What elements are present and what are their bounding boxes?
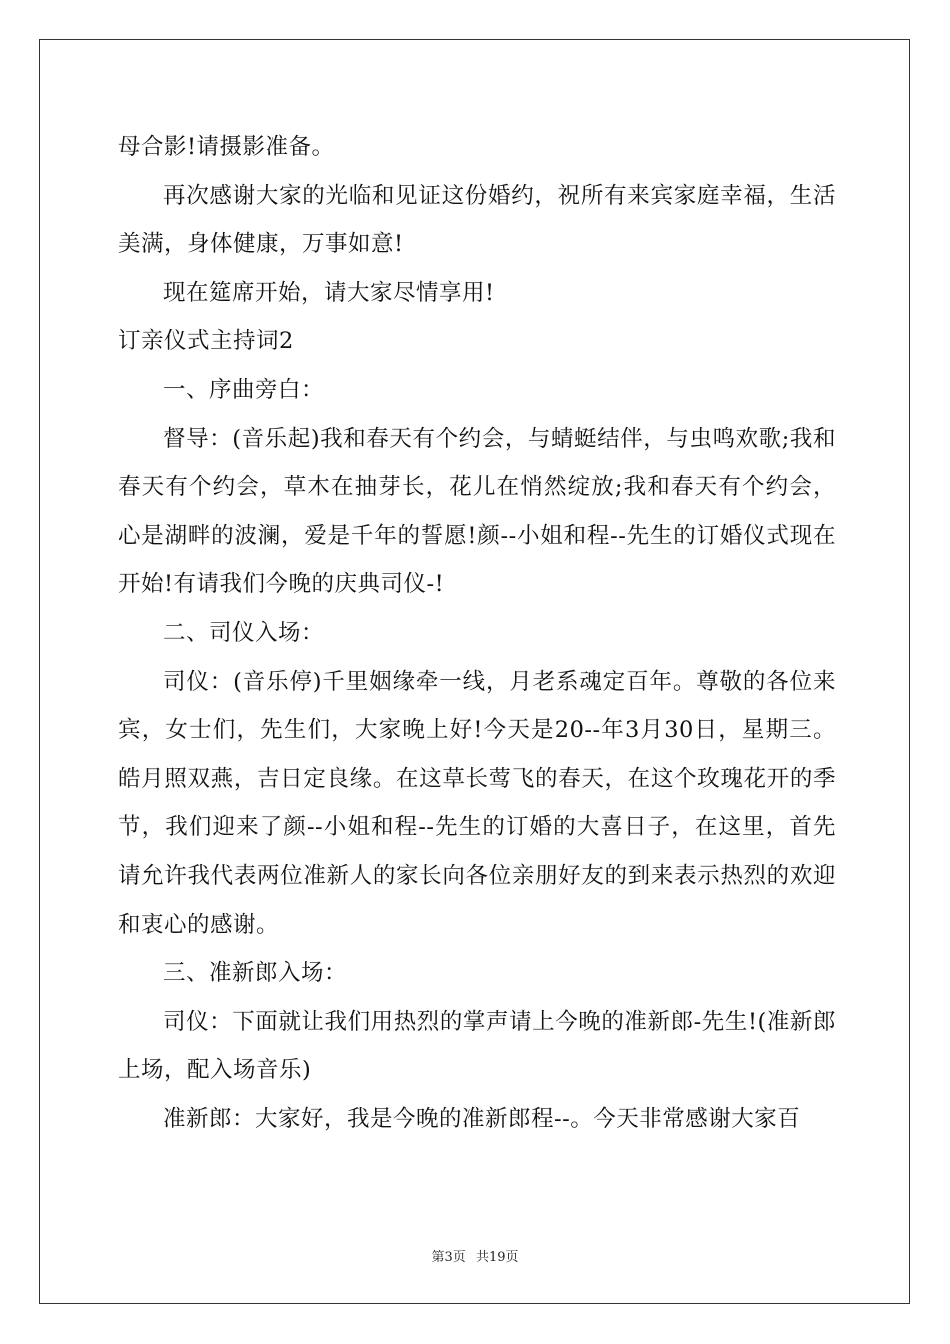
paragraph: 司仪：下面就让我们用热烈的掌声请上今晚的准新郎-先生!(准新郎上场，配入场音乐) [118,1008,836,1084]
subsection-heading: 二、司仪入场： [163,619,325,646]
page-footer [0,1246,950,1265]
paragraph: 再次感谢大家的光临和见证这份婚约，祝所有来宾家庭幸福，生活美满，身体健康，万事如意! [118,182,836,258]
paragraph: 准新郎：大家好，我是今晚的准新郎程--。今天非常感谢大家百 [163,1105,801,1132]
subsection-heading: 一、序曲旁白： [163,376,325,403]
document-body [118,123,836,1143]
paragraph: 现在筵席开始，请大家尽情享用! [163,279,495,306]
paragraph: 督导：(音乐起)我和春天有个约会，与蜻蜓结伴，与虫鸣欢歌;我和春天有个约会，草木在抽芽长，花儿在悄然绽放;我和春天有个约会，心是湖畔的波澜，爱是千年的誓愿!颜--小姐和程--先生的订婚仪式现在开始!有请我们今晚的庆典司仪-! [118,425,836,598]
paragraph: 司仪：(音乐停)千里姻缘牵一线，月老系魂定百年。尊敬的各位来宾，女士们，先生们，大家晚上好!今天是20--年3月30日，星期三。皓月照双燕，吉日定良缘。在这草长莺飞的春天，在这个玫瑰花开的季节，我们迎来了颜--小姐和程--先生的订婚的大喜日子，在这里，首先请允许我代表两位准新人的家长向各位亲朋好友的到来表示热烈的欢迎和衷心的感谢。 [118,668,836,938]
paragraph: 母合影!请摄影准备。 [118,134,335,160]
page-number: 第3页 [431,1250,466,1265]
section-heading: 订亲仪式主持词2 [118,328,294,355]
subsection-heading: 三、准新郎入场： [163,960,348,987]
page-total: 共19页 [475,1250,519,1265]
